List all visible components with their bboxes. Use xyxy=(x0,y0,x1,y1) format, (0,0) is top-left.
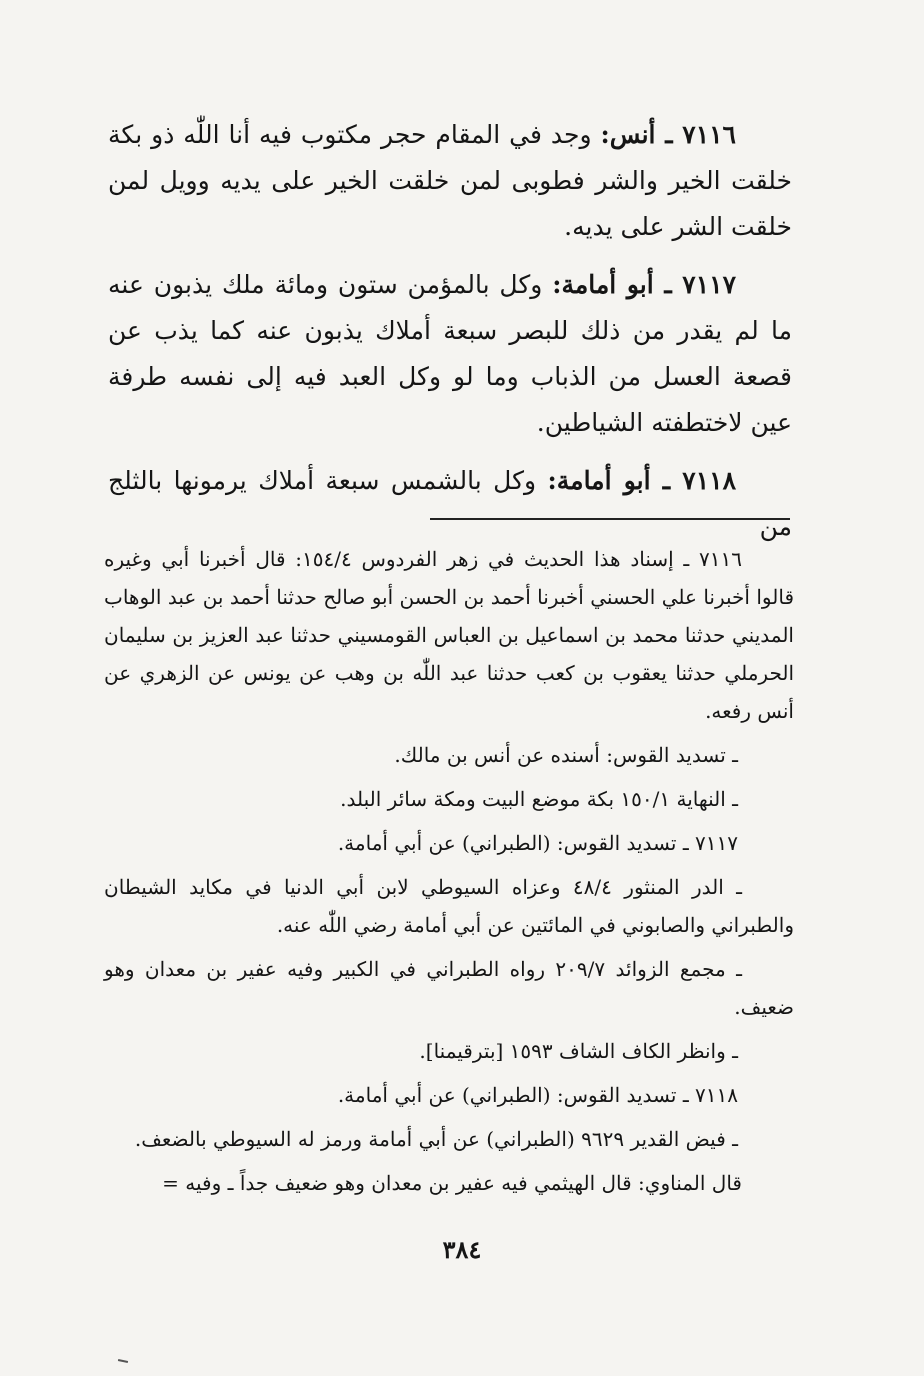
footnote-line: ـ فيض القدير ٩٦٢٩ (الطبراني) عن أبي أمامة ورمز له السيوطي بالضعف. xyxy=(134,1127,738,1151)
page-number: ٣٨٤ xyxy=(442,1235,482,1264)
footnote-line: ـ وانظر الكاف الشاف ١٥٩٣ [بترقيمنا]. xyxy=(419,1039,738,1063)
hadith-number-narrator: ٧١١٨ ـ أبو أمامة: xyxy=(547,466,737,495)
footnote-line: ـ النهاية ١٥٠/١ بكة موضع البيت ومكة سائر البلد. xyxy=(340,787,738,811)
footnote-separator xyxy=(430,518,790,520)
hadith-number-narrator: ٧١١٦ ـ أنس: xyxy=(600,120,736,149)
footnotes xyxy=(104,540,794,1208)
footnote-7116-isnad: ٧١١٦ ـ إسناد هذا الحديث في زهر الفردوس ١٥٤/٤: قال أخبرنا أبي وغيره قالوا أخبرنا علي الحسني أخبرنا أحمد بن الحسن أبو صالح حدثنا أحمد بن عبد الوهاب المديني حدثنا محمد بن اسماعيل بن العباس القومسيني حدثنا عبد العزيز بن سليمان الحرملي حدثنا يعقوب بن كعب حدثنا عبد اللّٰه بن وهب عن يونس عن الزهري عن أنس رفعه. xyxy=(104,547,794,723)
footnote-line: ـ تسديد القوس: أسنده عن أنس بن مالك. xyxy=(394,743,738,767)
footnote-7117: ٧١١٧ ـ تسديد القوس: (الطبراني) عن أبي أمامة. xyxy=(337,831,738,855)
footnote-7118: ٧١١٨ ـ تسديد القوس: (الطبراني) عن أبي أمامة. xyxy=(337,1083,738,1107)
footnote-line: ـ مجمع الزوائد ٢٠٩/٧ رواه الطبراني في الكبير وفيه عفير بن معدان وهو ضعيف. xyxy=(104,957,794,1019)
scan-speck xyxy=(118,1359,128,1363)
footnote-line: ـ الدر المنثور ٤٨/٤ وعزاه السيوطي لابن أبي الدنيا في مكايد الشيطان والطبراني والصابوني في المائتين عن أبي أمامة رضي اللّٰه عنه. xyxy=(104,875,794,937)
main-text xyxy=(108,112,792,562)
hadith-7118 xyxy=(108,458,792,550)
footnote-line: قال المناوي: قال الهيثمي فيه عفير بن معدان وهو ضعيف جداً ـ وفيه = xyxy=(162,1171,742,1195)
hadith-number-narrator: ٧١١٧ ـ أبو أمامة: xyxy=(552,270,737,299)
hadith-text: وكل بالمؤمن ستون ومائة ملك يذبون عنه ما لم يقدر من ذلك للبصر سبعة أملاك يذبون عنه كما يذب عن قصعة العسل من الذباب وما لو وكل العبد فيه إلى نفسه طرفة عين لاختطفته الشياطين. xyxy=(108,270,792,437)
hadith-7117 xyxy=(108,262,792,446)
hadith-7116 xyxy=(108,112,792,250)
hadith-text: وجد في المقام حجر مكتوب فيه أنا اللّٰه ذو بكة خلقت الخير والشر فطوبى لمن خلقت الخير على يديه وويل لمن خلقت الشر على يديه. xyxy=(108,120,792,241)
hadith-text: وكل بالشمس سبعة أملاك يرمونها بالثلج من xyxy=(108,466,792,541)
